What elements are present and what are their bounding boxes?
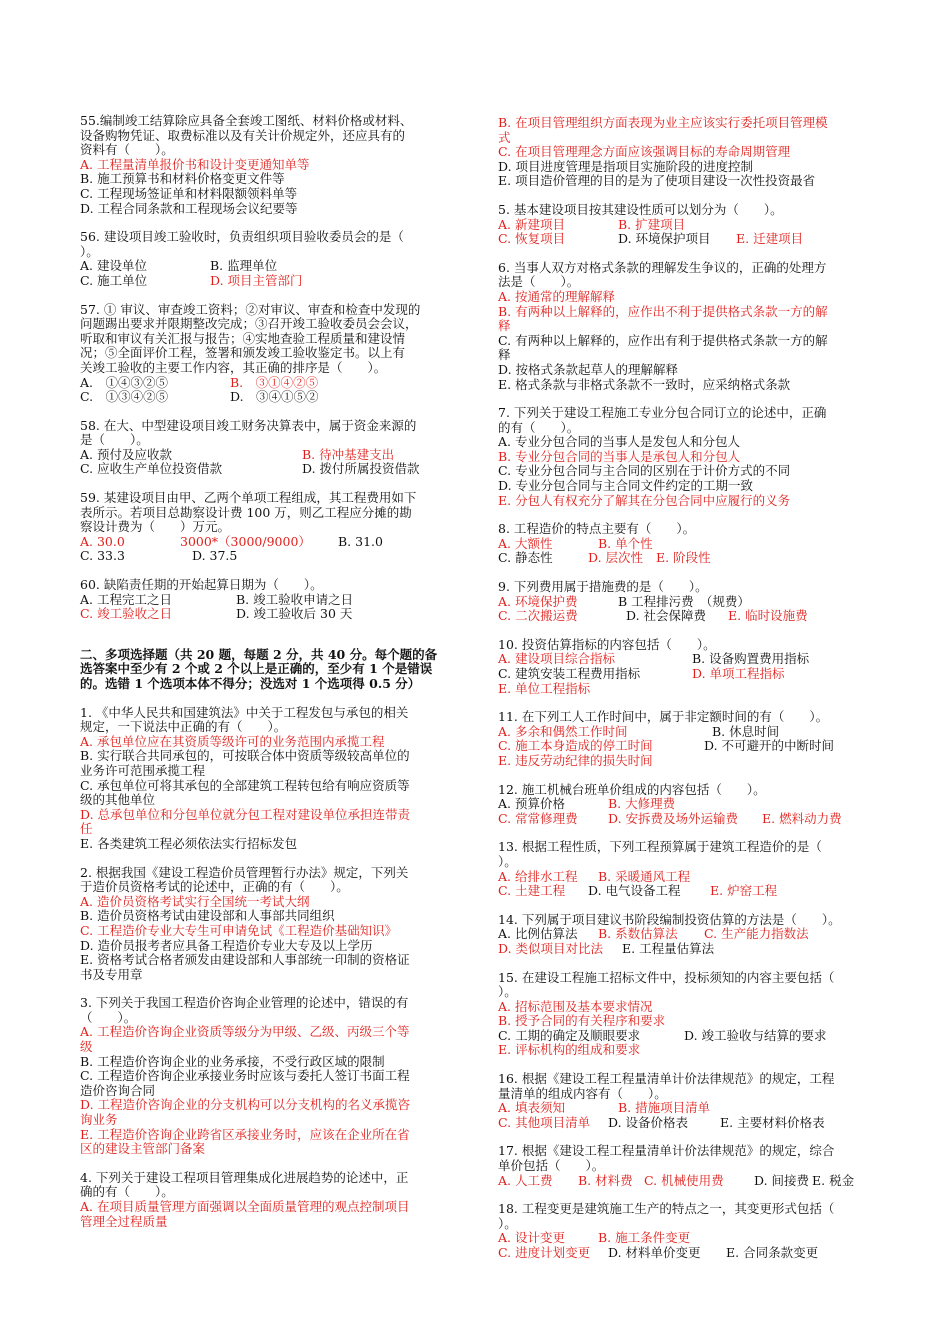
question-55	[80, 114, 464, 216]
option-d-correct: D. 层次性	[588, 550, 644, 566]
option-b-correct: B. 专业分包合同的当事人是承包人和分包人	[498, 448, 741, 464]
option-a-correct: A. 按通常的理解解释	[498, 288, 615, 304]
question-stem: 4. 下列关于建设工程项目管理集成化进展趋势的论述中，正	[80, 1169, 409, 1185]
option-c: C. ①③④②⑤	[80, 389, 169, 405]
question-58	[80, 419, 464, 477]
option-a-correct: A. 给排水工程	[498, 868, 578, 884]
section-heading-line: 二、多项选择题（共 20 题，每题 2 分，共 40 分。每个题的备	[80, 646, 438, 662]
option-e: E. 税金	[812, 1172, 855, 1188]
option-c: C. 施工单位	[80, 272, 148, 288]
option-a-correct: A. 设计变更	[498, 1230, 565, 1246]
question-60	[80, 578, 464, 622]
option-e: E. 工程量估算法	[622, 940, 715, 956]
question-stem: 表所示。若项目总勘察设计费 100 万，则乙工程应分摊的勘	[80, 504, 412, 520]
option-e-correct: E. 燃料动力费	[762, 810, 842, 826]
question-stem: 6. 当事人双方对格式条款的理解发生争议的，正确的处理方	[498, 259, 827, 275]
option-b-correct: B. 有两种以上解释的，应作出不利于提供格式条款一方的解	[498, 303, 828, 319]
right-column	[498, 116, 882, 1275]
option-c-correct: C. 竣工验收之日	[80, 606, 173, 622]
option-a: A. 建设单位	[80, 258, 147, 274]
question-m4	[80, 1171, 464, 1229]
option-d-correct: D. 工程造价咨询企业的分支机构可以分支机构的名义承揽咨	[80, 1097, 411, 1113]
option-d: D. 竣工验收后 30 天	[236, 606, 353, 622]
option-d: D. 社会保障费	[626, 608, 707, 624]
option-d: D. 设备价格表	[608, 1114, 689, 1130]
option-c: C. 承包单位可将其承包的全部建筑工程转包给有响应资质等	[80, 777, 410, 793]
option-b: B. 竣工验收申请之日	[236, 591, 354, 607]
question-stem: 55.编制竣工结算除应具备全套竣工图纸、材料价格或材料、	[80, 113, 413, 128]
option-b: B. 工程造价咨询企业的业务承接，不受行政区域的限制	[80, 1053, 385, 1069]
option-e-correct: E. 工程造价咨询企业跨省区承接业务时，应该在企业所在省	[80, 1126, 410, 1142]
option-e-correct: E. 单位工程指标	[498, 680, 591, 696]
option-c-correct: C. 生产能力指数法	[704, 926, 809, 942]
option-e-correct: E. 迁建项目	[736, 231, 804, 247]
question-stem: 17. 根据《建设工程工程量清单计价法律规范》的规定，综合	[498, 1143, 835, 1159]
option-b-correct: B. 措施项目清单	[618, 1100, 711, 1116]
option-a-correct: A. 环境保护费	[498, 593, 578, 609]
question-stem: 确的有（ ）。	[80, 1184, 174, 1200]
option-b-correct: 式	[498, 129, 511, 145]
option-b-correct: B. 待冲基建支出	[302, 446, 395, 462]
question-stem: 关竣工验收的主要工作内容，其正确的排序是（ ）。	[80, 359, 387, 375]
question-stem: 5. 基本建设项目按其建设性质可以划分为（ ）。	[498, 201, 783, 217]
option-b-correct: 释	[498, 318, 511, 334]
option-b-correct: B. 授予合同的有关程序和要求	[498, 1013, 666, 1029]
question-stem: ）。	[498, 984, 517, 1000]
answer-note: 3000*（3000/9000）	[180, 533, 311, 549]
option-c: C. 建筑安装工程费用指标	[498, 666, 641, 681]
question-stem: 问题踢出要求并限期整改完成；③召开竣工验收委员会会议，	[80, 316, 418, 332]
option-a-correct: A. 招标范围及基本要求情况	[498, 998, 653, 1014]
option-a-correct: A. 工程量清单报价书和设计变更通知单等	[80, 156, 310, 172]
option-a-correct: A. 在项目质量管理方面强调以全面质量管理的观点控制项目	[80, 1199, 410, 1214]
option-d: D. 造价员报考者应具备工程造价专业大专及以上学历	[80, 937, 373, 953]
option-a: A. 预付及应收款	[80, 446, 172, 462]
question-m7	[498, 406, 882, 508]
question-m14	[498, 913, 882, 957]
option-a: A. ①④③②⑤	[80, 374, 169, 390]
option-b: B. 31.0	[338, 533, 383, 549]
option-c-correct: C. 二次搬运费	[498, 608, 578, 624]
option-a-correct: A. 30.0	[80, 533, 125, 549]
question-stem: 10. 投资估算指标的内容包括（ ）。	[498, 636, 716, 652]
option-b: B. 实行联合共同承包的，可按联合体中资质等级较高单位的	[80, 748, 410, 764]
question-m12	[498, 783, 882, 827]
option-d-correct: D. 总承包单位和分包单位就分包工程对建设单位承担连带责	[80, 806, 411, 822]
option-d: D. 不可避开的中断时间	[704, 738, 835, 754]
option-c-correct: C. 土建工程	[498, 883, 566, 899]
question-stem: 于造价员资格考试的论述中，正确的有（ ）。	[80, 879, 349, 895]
question-m5	[498, 203, 882, 247]
question-stem: 资料有（ ）。	[80, 142, 174, 158]
option-d-correct: D. 单项工程指标	[692, 666, 785, 681]
option-b: B. 施工预算书和材料价格变更文件等	[80, 171, 285, 187]
option-c-correct: C. 施工本身造成的停工时间	[498, 738, 653, 754]
option-e-correct: E. 分包人有权充分了解其在分包合同中应履行的义务	[498, 492, 791, 508]
option-b-correct: B. 采暖通风工程	[598, 868, 691, 884]
option-e-correct: E. 炉窑工程	[710, 883, 778, 899]
question-stem: ）。	[498, 1215, 517, 1231]
option-a-correct: 管理全过程质量	[80, 1213, 168, 1229]
question-59	[80, 491, 464, 564]
option-a-correct: A. 工程造价咨询企业资质等级分为甲级、乙级、丙级三个等	[80, 1024, 410, 1040]
option-b-correct: B. 单个性	[598, 535, 653, 551]
option-e-correct: E. 阶段性	[656, 550, 711, 566]
option-c: C. 工程造价咨询企业承接业务时应该与委托人签订书面工程	[80, 1068, 410, 1084]
option-d: D. 37.5	[192, 548, 238, 564]
option-e: E. 格式条款与非格式条款不一致时，应采纳格式条款	[498, 376, 791, 392]
option-a-correct: 级	[80, 1039, 93, 1055]
option-e-correct: E. 违反劳动纪律的损失时间	[498, 752, 653, 768]
option-a: A. 专业分包合同的当事人是发包人和分包人	[498, 434, 740, 450]
option-c-correct: C. 常常修理费	[498, 810, 578, 826]
question-stem: 量清单的组成内容有（ ）。	[498, 1085, 667, 1101]
option-c: C. 工程现场签证单和材料限额领料单等	[80, 185, 298, 201]
question-m11	[498, 710, 882, 768]
option-c-correct: C. 进度计划变更	[498, 1245, 591, 1260]
option-b: B. 设备购置费用指标	[692, 651, 810, 667]
option-b-correct: B. 在项目管理组织方面表现为业主应该实行委托项目管理模	[498, 115, 828, 130]
section-heading-line: 的。选错 1 个选项本体不得分；没选对 1 个选项得 0.5 分）	[80, 676, 421, 691]
section-heading	[80, 648, 464, 692]
option-b-correct: B. ③①④②⑤	[230, 374, 319, 390]
option-a-correct: A. 承包单位应在其资质等级许可的业务范围内承揽工程	[80, 733, 385, 749]
question-m3	[80, 996, 464, 1157]
question-m18	[498, 1202, 882, 1260]
option-c-correct: C. 其他项目清单	[498, 1114, 591, 1130]
question-stem: 况；⑤全面评价工程，签署和颁发竣工验收鉴定书。以上有	[80, 345, 406, 361]
option-c-correct: C. 在项目管理理念方面应该强调目标的寿命周期管理	[498, 144, 791, 160]
question-stem: 14. 下列属于项目建议书阶段编制投资估算的方法是（ ）。	[498, 911, 841, 927]
option-d: D. 环境保护项目	[618, 231, 711, 247]
option-b-correct: B. 扩建项目	[618, 216, 686, 232]
question-stem: 8. 工程造价的特点主要有（ ）。	[498, 521, 696, 537]
question-56	[80, 230, 464, 288]
option-d: D. 材料单价变更	[608, 1245, 701, 1260]
option-c: C. 工期的确定及顺眼要求	[498, 1027, 641, 1043]
question-m9	[498, 580, 882, 624]
question-stem: 12. 施工机械台班单价组成的内容包括（ ）。	[498, 781, 766, 797]
option-b-correct: B. 系数估算法	[598, 926, 678, 942]
option-d-correct: D. 安拆费及场外运输费	[608, 810, 739, 826]
question-stem: 设备购物凭证、取费标准以及有关计价规定外，还应具有的	[80, 127, 406, 143]
question-m6	[498, 261, 882, 392]
question-m4-continued	[498, 116, 882, 189]
question-m10	[498, 638, 882, 696]
option-d-correct: 任	[80, 821, 93, 837]
option-e-correct: 区的建设主管部门备案	[80, 1141, 206, 1157]
question-stem: 1. 《中华人民共和国建筑法》中关于工程发包与承包的相关	[80, 704, 409, 720]
option-c-correct: C. 恢复项目	[498, 231, 566, 247]
option-e-correct: E. 临时设施费	[728, 608, 808, 624]
option-b: 业务许可范围承揽工程	[80, 762, 206, 778]
option-a-correct: A. 建设项目综合指标	[498, 651, 615, 667]
question-m15	[498, 971, 882, 1059]
option-a: A. 比例估算法	[498, 926, 578, 942]
question-stem: 规定，一下说法中正确的有（ ）。	[80, 719, 287, 735]
option-b-correct: B. 施工条件变更	[598, 1230, 691, 1246]
question-stem: 56. 建设项目竣工验收时，负责组织项目验收委员会的是（	[80, 229, 404, 245]
option-c: C. 有两种以上解释的，应作出有利于提供格式条款一方的解	[498, 332, 828, 348]
option-e-correct: E. 评标机构的组成和要求	[498, 1042, 641, 1058]
option-b-correct: B. 材料费	[578, 1172, 633, 1188]
option-e: E. 合同条款变更	[726, 1245, 819, 1260]
option-d: D. 工程合同条款和工程现场会议纪要等	[80, 200, 298, 216]
option-e: E. 主要材料价格表	[720, 1114, 825, 1130]
question-m17	[498, 1144, 882, 1188]
question-m13	[498, 840, 882, 898]
option-e: 书及专用章	[80, 966, 143, 982]
question-stem: 察设计费为（ ）万元。	[80, 519, 231, 535]
question-m2	[80, 866, 464, 983]
question-stem: 是（ ）。	[80, 432, 149, 448]
question-m16	[498, 1072, 882, 1130]
option-d-correct: D. 项目主管部门	[210, 272, 303, 288]
question-stem: 听取和审议有关汇报与报告；④实地查验工程质量和建设情	[80, 330, 406, 346]
question-stem: 15. 在建设工程施工招标文件中，投标须知的内容主要包括（	[498, 969, 835, 985]
option-c-correct: C. 工程造价专业大专生可申请免试《工程造价基础知识》	[80, 922, 398, 938]
option-d: D. 专业分包合同与主合同文件约定的工期一致	[498, 478, 754, 494]
question-stem: ）。	[80, 243, 99, 259]
option-b: B 工程排污费 （规费）	[618, 593, 750, 609]
question-stem: 18. 工程变更是建筑施工生产的特点之一，其变更形式包括（	[498, 1201, 835, 1217]
option-c: C. 静态性	[498, 550, 553, 566]
option-d: D. 竣工验收与结算的要求	[684, 1027, 827, 1043]
question-stem: 9. 下列费用属于措施费的是（ ）。	[498, 579, 708, 595]
question-m1	[80, 706, 464, 852]
option-d-correct: 询业务	[80, 1112, 118, 1128]
left-column	[80, 114, 464, 1243]
option-e: E. 项目造价管理的目的是为了使项目建设一次性投资最省	[498, 173, 816, 189]
option-d: D. 按格式条款起草人的理解解释	[498, 361, 679, 377]
question-stem: 13. 根据工程性质，下列工程预算属于建筑工程造价的是（	[498, 839, 822, 855]
question-stem: 58. 在大、中型建设项目竣工财务决算表中，属于资金来源的	[80, 417, 417, 433]
question-stem: 2. 根据我国《建设工程造价员管理暂行办法》规定，下列关	[80, 864, 409, 880]
option-a-correct: A. 大额性	[498, 535, 553, 551]
option-a-correct: A. 填表须知	[498, 1100, 565, 1116]
question-stem: 57. ① 审议、审查竣工资料；②对审议、审查和检查中发现的	[80, 301, 421, 317]
option-a-correct: A. 新建项目	[498, 216, 565, 232]
option-d-correct: D. 类似项目对比法	[498, 940, 604, 956]
option-b: B. 监理单位	[210, 258, 278, 274]
question-stem: 11. 在下列工人工作时间中，属于非定额时间的有（ ）。	[498, 709, 829, 725]
option-a-correct: A. 多余和偶然工作时间	[498, 723, 628, 739]
question-stem: （ ）。	[80, 1009, 137, 1025]
option-c: 级的其他单位	[80, 792, 156, 808]
option-e: E. 资格考试合格者颁发由建设部和人事部统一印制的资格证	[80, 952, 410, 968]
option-e: E. 各类建筑工程必须依法实行招标发包	[80, 835, 298, 851]
option-a: A. 预算价格	[498, 796, 565, 812]
question-stem: 单价包括（ ）。	[498, 1158, 605, 1174]
question-stem: ）。	[498, 853, 517, 869]
question-m8	[498, 522, 882, 566]
question-57	[80, 303, 464, 405]
option-c: 造价咨询合同	[80, 1082, 156, 1098]
option-a-correct: A. 造价员资格考试实行全国统一考试大纲	[80, 893, 310, 909]
question-stem: 59. 某建设项目由甲、乙两个单项工程组成，其工程费用如下	[80, 490, 417, 506]
option-c: 释	[498, 347, 511, 363]
option-d: D. 拨付所属投资借款	[302, 461, 420, 477]
option-d: D. ③④①⑤②	[230, 389, 319, 405]
option-b: B. 造价员资格考试由建设部和人事部共同组织	[80, 908, 335, 924]
question-stem: 法是（ ）。	[498, 274, 580, 290]
section-heading-line: 选答案中至少有 2 个或 2 个以上是正确的，至少有 1 个是错误	[80, 661, 433, 677]
option-c: C. 33.3	[80, 548, 125, 564]
option-a-correct: A. 人工费	[498, 1172, 553, 1188]
option-d: D. 电气设备工程	[588, 883, 681, 899]
question-stem: 3. 下列关于我国工程造价咨询企业管理的论述中，错误的有	[80, 995, 409, 1011]
option-d: D. 项目进度管理是指项目实施阶段的进度控制	[498, 158, 754, 174]
option-c: C. 应收生产单位投资借款	[80, 461, 223, 477]
option-a: A. 工程完工之日	[80, 591, 172, 607]
option-d: D. 间接费	[754, 1172, 810, 1188]
option-b-correct: B. 大修理费	[608, 796, 676, 812]
question-stem: 7. 下列关于建设工程施工专业分包合同订立的论述中，正确	[498, 405, 827, 421]
option-c: C. 专业分包合同与主合同的区别在于计价方式的不同	[498, 463, 791, 479]
question-stem: 的有（ ）。	[498, 419, 580, 435]
option-c-correct: C. 机械使用费	[644, 1172, 724, 1188]
option-b: B. 休息时间	[712, 723, 780, 739]
question-stem: 60. 缺陷责任期的开始起算日期为（ ）。	[80, 577, 323, 593]
question-stem: 16. 根据《建设工程工程量清单计价法律规范》的规定，工程	[498, 1071, 835, 1087]
